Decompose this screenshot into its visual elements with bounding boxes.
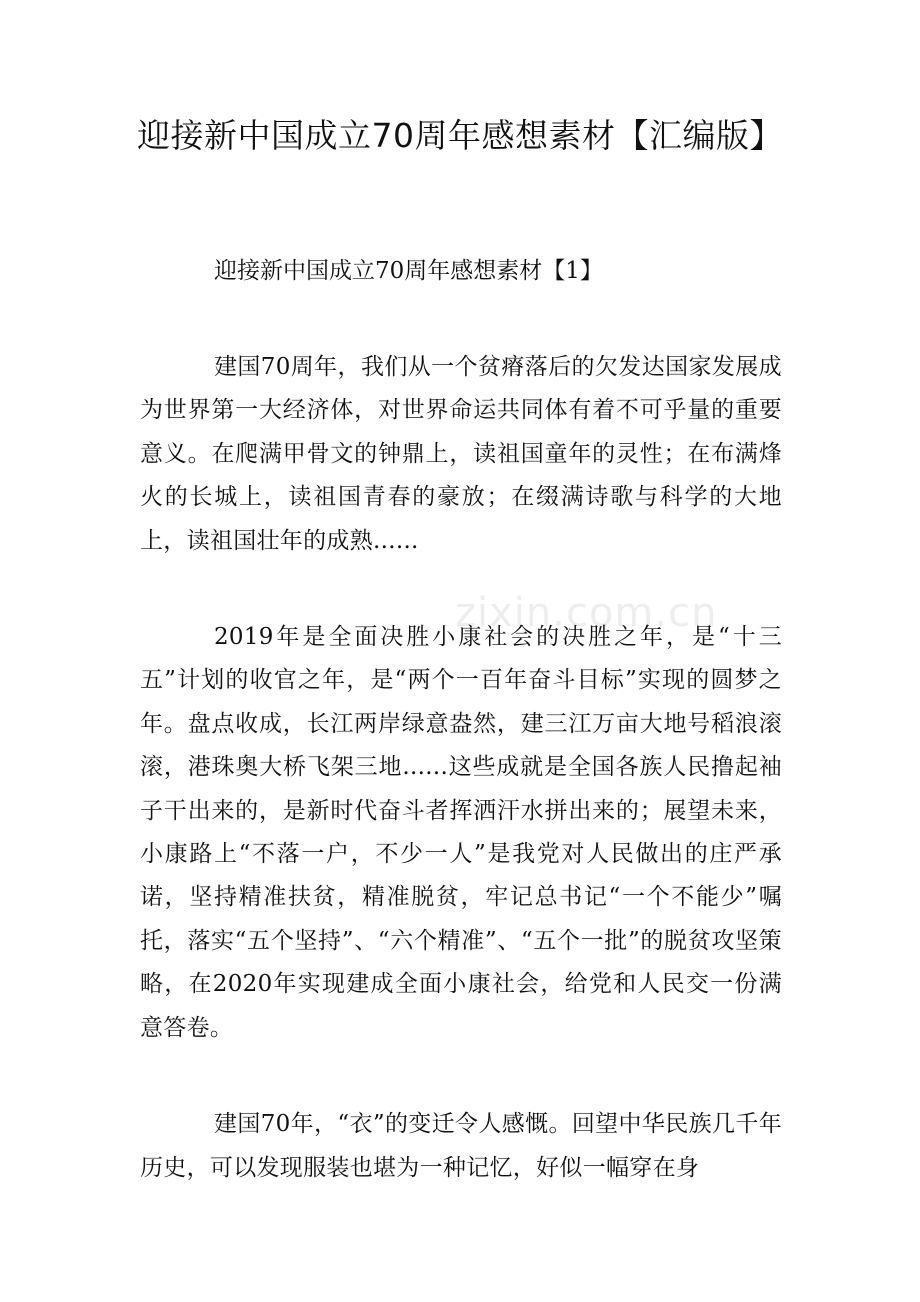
document-body — [140, 250, 782, 1243]
watermark: zixin.com.cn — [455, 590, 718, 636]
paragraph-3: 建国70年，“衣”的变迁令人感慨。回望中华民族几千年历史，可以发现服装也堪为一种记忆，好似一幅穿在身 — [140, 1111, 782, 1181]
paragraph-1: 建国70周年，我们从一个贫瘠落后的欠发达国家发展成为世界第一大经济体，对世界命运共同体有着不可乎量的重要意义。在爬满甲骨文的钟鼎上，读祖国童年的灵性；在布满烽火的长城上，读祖国青春的豪放；在缀满诗歌与科学的大地上，读祖国壮年的成熟...... — [140, 354, 782, 554]
document-title: 迎接新中国成立70周年感想素材【汇编版】 — [137, 116, 783, 155]
section-heading: 迎接新中国成立70周年感想素材【1】 — [214, 258, 603, 284]
paragraph-2: 2019年是全面决胜小康社会的决胜之年，是“十三五”计划的收官之年，是“两个一百年奋斗目标”实现的圆梦之年。盘点收成，长江两岸绿意盎然，建三江万亩大地号稻浪滚滚，港珠奥大桥飞架三地......这些成就是全国各族人民撸起袖子干出来的，是新时代奋斗者挥洒汗水拼出来的；展望未来，小康路上“不落一户，不少一人”是我党对人民做出的庄严承诺，坚持精准扶贫，精准脱贫，牢记总书记“一个不能少”嘱托，落实“五个坚持”、“六个精准”、“五个一批”的脱贫攻坚策略，在2020年实现建成全面小康社会，给党和人民交一份满意答卷。 — [140, 624, 782, 1041]
